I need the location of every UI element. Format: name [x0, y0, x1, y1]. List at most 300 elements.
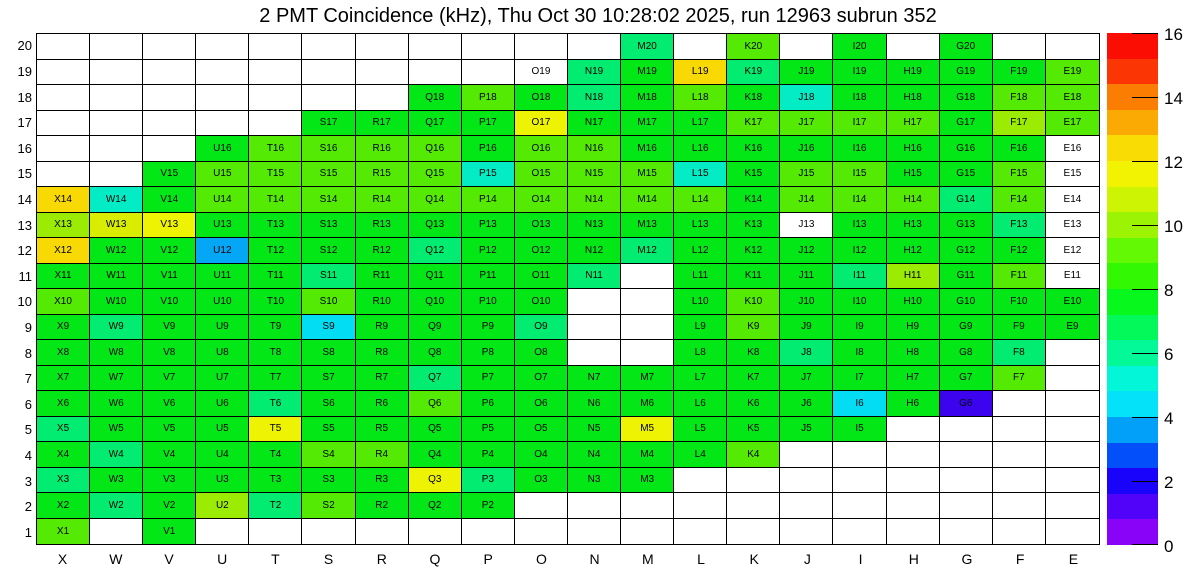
heatmap-cell — [1046, 519, 1099, 545]
heatmap-cell: O18 — [515, 85, 568, 111]
heatmap-cell: F8 — [993, 340, 1046, 366]
heatmap-cell — [196, 34, 249, 60]
heatmap-cell — [1046, 366, 1099, 392]
heatmap-cell — [674, 493, 727, 519]
colorbar-band — [1107, 365, 1158, 391]
heatmap-cell: V11 — [143, 264, 196, 290]
heatmap-cell: K4 — [727, 442, 780, 468]
col-axis-label: U — [217, 551, 228, 567]
colorbar-tick-label: 4 — [1164, 408, 1174, 428]
heatmap-cell — [249, 85, 302, 111]
heatmap-cell: P8 — [462, 340, 515, 366]
heatmap-cell: Q9 — [409, 315, 462, 341]
heatmap-cell: P9 — [462, 315, 515, 341]
colorbar-band — [1107, 391, 1158, 417]
heatmap-cell: K18 — [727, 85, 780, 111]
heatmap-cell: R17 — [356, 111, 409, 137]
heatmap-cell — [143, 34, 196, 60]
heatmap-cell: M7 — [621, 366, 674, 392]
heatmap-cell — [37, 162, 90, 188]
heatmap-cell: M12 — [621, 238, 674, 264]
heatmap-cell: O8 — [515, 340, 568, 366]
heatmap-cell: E14 — [1046, 187, 1099, 213]
heatmap-cell: U5 — [196, 417, 249, 443]
colorbar-band — [1107, 314, 1158, 340]
heatmap-cell: K5 — [727, 417, 780, 443]
heatmap-cell: N5 — [568, 417, 621, 443]
heatmap-cell: L17 — [674, 111, 727, 137]
heatmap-cell: F12 — [993, 238, 1046, 264]
heatmap-cell: I13 — [833, 213, 886, 239]
heatmap-cell: T16 — [249, 136, 302, 162]
heatmap-cell: S13 — [302, 213, 355, 239]
heatmap-cell: F13 — [993, 213, 1046, 239]
heatmap-cell: X2 — [37, 493, 90, 519]
heatmap-cell — [196, 60, 249, 86]
heatmap-cell: G16 — [940, 136, 993, 162]
heatmap-cell: K12 — [727, 238, 780, 264]
heatmap-cell: H7 — [887, 366, 940, 392]
heatmap-cell: Q6 — [409, 391, 462, 417]
heatmap-cell: V8 — [143, 340, 196, 366]
heatmap-cell: W6 — [90, 391, 143, 417]
heatmap-cell: S15 — [302, 162, 355, 188]
heatmap-cell — [356, 519, 409, 545]
heatmap-cell: G19 — [940, 60, 993, 86]
heatmap-cell: P6 — [462, 391, 515, 417]
heatmap-cell — [1046, 493, 1099, 519]
heatmap-cell — [780, 442, 833, 468]
heatmap-cell: V6 — [143, 391, 196, 417]
heatmap-cell: E17 — [1046, 111, 1099, 137]
heatmap-cell: S17 — [302, 111, 355, 137]
heatmap-cell: T4 — [249, 442, 302, 468]
heatmap-cell: I10 — [833, 289, 886, 315]
heatmap-cell: K15 — [727, 162, 780, 188]
row-axis-label: 7 — [24, 371, 32, 387]
heatmap-cell: E12 — [1046, 238, 1099, 264]
heatmap-cell — [674, 468, 727, 494]
heatmap-cell: U15 — [196, 162, 249, 188]
heatmap-cell: J15 — [780, 162, 833, 188]
heatmap-cell: V14 — [143, 187, 196, 213]
heatmap-cell: G20 — [940, 34, 993, 60]
heatmap-cell: T7 — [249, 366, 302, 392]
heatmap-cell: N12 — [568, 238, 621, 264]
heatmap-cell: X8 — [37, 340, 90, 366]
heatmap-cell: U4 — [196, 442, 249, 468]
heatmap-cell: L11 — [674, 264, 727, 290]
heatmap-cell: J11 — [780, 264, 833, 290]
heatmap-cell — [887, 519, 940, 545]
heatmap-cell: Q3 — [409, 468, 462, 494]
heatmap-cell: R14 — [356, 187, 409, 213]
heatmap-cell — [462, 519, 515, 545]
heatmap-cell: U3 — [196, 468, 249, 494]
heatmap-cell: P16 — [462, 136, 515, 162]
heatmap-cell — [143, 85, 196, 111]
heatmap-cell — [249, 34, 302, 60]
heatmap-cell: W13 — [90, 213, 143, 239]
heatmap-cell: R11 — [356, 264, 409, 290]
heatmap-cell: H15 — [887, 162, 940, 188]
heatmap-cell: N18 — [568, 85, 621, 111]
heatmap-cell: I17 — [833, 111, 886, 137]
colorbar-tick — [1132, 417, 1158, 418]
heatmap-cell — [356, 34, 409, 60]
colorbar-band — [1107, 58, 1158, 84]
heatmap-cell: T13 — [249, 213, 302, 239]
heatmap-cell: X14 — [37, 187, 90, 213]
heatmap-cell — [90, 162, 143, 188]
heatmap-cell — [409, 60, 462, 86]
heatmap-cell: E11 — [1046, 264, 1099, 290]
heatmap-cell: N4 — [568, 442, 621, 468]
heatmap-cell: W7 — [90, 366, 143, 392]
heatmap-cell: P7 — [462, 366, 515, 392]
colorbar-tick-label: 12 — [1164, 152, 1183, 172]
heatmap-cell: H11 — [887, 264, 940, 290]
heatmap-cell: M14 — [621, 187, 674, 213]
heatmap-cell: F7 — [993, 366, 1046, 392]
heatmap-cell: H8 — [887, 340, 940, 366]
heatmap-cell: O15 — [515, 162, 568, 188]
heatmap-cell — [780, 34, 833, 60]
heatmap-cell: P11 — [462, 264, 515, 290]
heatmap-cell: P18 — [462, 85, 515, 111]
colorbar-tick-label: 0 — [1164, 536, 1174, 556]
heatmap-cell — [940, 519, 993, 545]
heatmap-cell: L16 — [674, 136, 727, 162]
heatmap-cell: H14 — [887, 187, 940, 213]
colorbar-band — [1107, 33, 1158, 59]
row-axis-label: 17 — [17, 115, 32, 131]
heatmap-cell: G12 — [940, 238, 993, 264]
heatmap-cell: L19 — [674, 60, 727, 86]
heatmap-cell: W11 — [90, 264, 143, 290]
heatmap-cell: X11 — [37, 264, 90, 290]
heatmap-cell — [90, 111, 143, 137]
colorbar-band — [1107, 161, 1158, 187]
heatmap-cell: S3 — [302, 468, 355, 494]
heatmap-cell: E16 — [1046, 136, 1099, 162]
heatmap-cell: I11 — [833, 264, 886, 290]
heatmap-cell — [90, 34, 143, 60]
heatmap-cell: F15 — [993, 162, 1046, 188]
heatmap-cell: O7 — [515, 366, 568, 392]
col-axis-label: F — [1015, 551, 1025, 567]
heatmap-cell: U8 — [196, 340, 249, 366]
heatmap-cell — [993, 493, 1046, 519]
heatmap-cell: X7 — [37, 366, 90, 392]
heatmap-cell — [90, 60, 143, 86]
heatmap-cell: H9 — [887, 315, 940, 341]
heatmap-cell: K17 — [727, 111, 780, 137]
heatmap-cell: U10 — [196, 289, 249, 315]
heatmap-cell: U13 — [196, 213, 249, 239]
heatmap-cell: M5 — [621, 417, 674, 443]
heatmap-cell — [143, 111, 196, 137]
heatmap-cell: V5 — [143, 417, 196, 443]
heatmap-cell: O12 — [515, 238, 568, 264]
colorbar-tick-label: 10 — [1164, 216, 1183, 236]
heatmap-cell: I8 — [833, 340, 886, 366]
heatmap-cell: Q16 — [409, 136, 462, 162]
heatmap-cell: K11 — [727, 264, 780, 290]
heatmap-cell: S7 — [302, 366, 355, 392]
col-axis-label: X — [57, 551, 68, 567]
col-axis-label: T — [271, 551, 280, 567]
heatmap-cell — [993, 417, 1046, 443]
heatmap-cell: U9 — [196, 315, 249, 341]
heatmap-cell: S16 — [302, 136, 355, 162]
heatmap-cell: J19 — [780, 60, 833, 86]
heatmap-cell: J16 — [780, 136, 833, 162]
heatmap-cell — [887, 417, 940, 443]
row-axis-label: 4 — [24, 447, 32, 463]
heatmap-cell: U7 — [196, 366, 249, 392]
heatmap-cell: H19 — [887, 60, 940, 86]
heatmap-cell: T9 — [249, 315, 302, 341]
colorbar-tick-label: 14 — [1164, 88, 1183, 108]
heatmap-cell: G18 — [940, 85, 993, 111]
heatmap-cell: V13 — [143, 213, 196, 239]
heatmap-cell: L12 — [674, 238, 727, 264]
heatmap-cell — [621, 340, 674, 366]
row-axis-label: 3 — [24, 473, 32, 489]
heatmap-cell: T8 — [249, 340, 302, 366]
colorbar-tick — [1132, 225, 1158, 226]
heatmap-cell: V2 — [143, 493, 196, 519]
heatmap-cell: J17 — [780, 111, 833, 137]
heatmap-cell: S5 — [302, 417, 355, 443]
heatmap-cell — [1046, 340, 1099, 366]
heatmap-cell: P10 — [462, 289, 515, 315]
heatmap-cell: G17 — [940, 111, 993, 137]
heatmap-cell: U12 — [196, 238, 249, 264]
heatmap-cell: O14 — [515, 187, 568, 213]
heatmap-cell: W3 — [90, 468, 143, 494]
col-axis-label: S — [323, 551, 334, 567]
heatmap-cell: I16 — [833, 136, 886, 162]
heatmap-cell: U2 — [196, 493, 249, 519]
heatmap-cell — [249, 111, 302, 137]
heatmap-cell: O13 — [515, 213, 568, 239]
colorbar-band — [1107, 493, 1158, 519]
col-axis-label: H — [908, 551, 919, 567]
heatmap-cell: X12 — [37, 238, 90, 264]
heatmap-cell — [196, 85, 249, 111]
heatmap-cell: E19 — [1046, 60, 1099, 86]
colorbar-tick — [1132, 33, 1158, 34]
heatmap-cell: M19 — [621, 60, 674, 86]
colorbar-tick — [1132, 161, 1158, 162]
colorbar — [1107, 33, 1158, 545]
heatmap-cell: K6 — [727, 391, 780, 417]
heatmap-cell: Q18 — [409, 85, 462, 111]
heatmap-cell: J8 — [780, 340, 833, 366]
heatmap-cell: X3 — [37, 468, 90, 494]
colorbar-tick — [1132, 353, 1158, 354]
heatmap-cell: L8 — [674, 340, 727, 366]
heatmap-cell — [37, 34, 90, 60]
heatmap-cell — [90, 136, 143, 162]
heatmap-cell: R10 — [356, 289, 409, 315]
row-axis-label: 12 — [17, 243, 32, 259]
colorbar-band — [1107, 289, 1158, 315]
heatmap-cell — [196, 111, 249, 137]
heatmap-cell — [302, 34, 355, 60]
heatmap-cell — [409, 519, 462, 545]
heatmap-cell: O5 — [515, 417, 568, 443]
heatmap-cell: M16 — [621, 136, 674, 162]
heatmap-cell: X1 — [37, 519, 90, 545]
heatmap-cell — [143, 60, 196, 86]
heatmap-cell: J13 — [780, 213, 833, 239]
col-axis-label: M — [641, 551, 654, 567]
heatmap-cell: L4 — [674, 442, 727, 468]
heatmap-cell — [621, 315, 674, 341]
heatmap-cell: I9 — [833, 315, 886, 341]
heatmap-cell: S2 — [302, 493, 355, 519]
row-axis-label: 18 — [17, 89, 32, 105]
heatmap-cell: Q2 — [409, 493, 462, 519]
heatmap-cell — [833, 468, 886, 494]
heatmap-cell: J6 — [780, 391, 833, 417]
heatmap-cell — [37, 136, 90, 162]
heatmap-cell: H18 — [887, 85, 940, 111]
heatmap-cell: L18 — [674, 85, 727, 111]
heatmap-cell — [833, 493, 886, 519]
heatmap-cell: W10 — [90, 289, 143, 315]
heatmap-cell — [143, 136, 196, 162]
heatmap-cell — [940, 493, 993, 519]
heatmap-cell: S6 — [302, 391, 355, 417]
heatmap-cell — [674, 519, 727, 545]
heatmap-cell: W5 — [90, 417, 143, 443]
heatmap-cell: F18 — [993, 85, 1046, 111]
heatmap-cell: R16 — [356, 136, 409, 162]
row-axis-label: 20 — [17, 38, 32, 54]
heatmap-cell: T11 — [249, 264, 302, 290]
heatmap-cell: N11 — [568, 264, 621, 290]
heatmap-cell: M6 — [621, 391, 674, 417]
heatmap-cell — [1046, 417, 1099, 443]
heatmap-cell — [727, 519, 780, 545]
heatmap-cell: F11 — [993, 264, 1046, 290]
heatmap-cell: S11 — [302, 264, 355, 290]
heatmap-cell: E18 — [1046, 85, 1099, 111]
row-axis-label: 8 — [24, 345, 32, 361]
colorbar-tick-label: 2 — [1164, 472, 1174, 492]
heatmap-cell: E9 — [1046, 315, 1099, 341]
heatmap-cell: R13 — [356, 213, 409, 239]
heatmap-cell — [90, 519, 143, 545]
col-axis-label: I — [858, 551, 863, 567]
col-axis-label: V — [164, 551, 174, 567]
row-axis-label: 10 — [17, 294, 32, 310]
heatmap-cell: G9 — [940, 315, 993, 341]
heatmap-cell — [727, 493, 780, 519]
heatmap-cell — [568, 315, 621, 341]
heatmap-cell — [887, 493, 940, 519]
heatmap-cell: X4 — [37, 442, 90, 468]
col-axis-label: O — [535, 551, 547, 567]
heatmap-cell: K10 — [727, 289, 780, 315]
heatmap-cell: N13 — [568, 213, 621, 239]
heatmap-cell: L5 — [674, 417, 727, 443]
heatmap-cell: K19 — [727, 60, 780, 86]
heatmap-cell: M3 — [621, 468, 674, 494]
heatmap-cell — [993, 442, 1046, 468]
heatmap-cell: I14 — [833, 187, 886, 213]
heatmap-cell: Q5 — [409, 417, 462, 443]
heatmap-cell: P13 — [462, 213, 515, 239]
heatmap-cell: X10 — [37, 289, 90, 315]
col-axis-label: W — [109, 551, 123, 567]
heatmap-grid — [36, 33, 1100, 545]
colorbar-tick-label: 8 — [1164, 280, 1174, 300]
row-axis-label: 14 — [17, 191, 32, 207]
heatmap-cell — [621, 264, 674, 290]
col-axis-label: E — [1068, 551, 1079, 567]
heatmap-cell — [356, 85, 409, 111]
heatmap-cell: G11 — [940, 264, 993, 290]
heatmap-cell: X13 — [37, 213, 90, 239]
heatmap-cell — [1046, 468, 1099, 494]
col-axis-label: L — [697, 551, 705, 567]
heatmap-cell: S14 — [302, 187, 355, 213]
colorbar-band — [1107, 186, 1158, 212]
colorbar-band — [1107, 263, 1158, 289]
heatmap-cell — [90, 85, 143, 111]
heatmap-cell: O16 — [515, 136, 568, 162]
plot-title: 2 PMT Coincidence (kHz), Thu Oct 30 10:28:02 2025, run 12963 subrun 352 — [259, 5, 937, 27]
heatmap-cell: S9 — [302, 315, 355, 341]
heatmap-cell: O11 — [515, 264, 568, 290]
heatmap-cell — [1046, 391, 1099, 417]
heatmap-cell: S4 — [302, 442, 355, 468]
heatmap-cell: W8 — [90, 340, 143, 366]
heatmap-cell: G15 — [940, 162, 993, 188]
heatmap-cell: J7 — [780, 366, 833, 392]
heatmap-cell: T10 — [249, 289, 302, 315]
heatmap-cell — [568, 493, 621, 519]
heatmap-cell — [674, 34, 727, 60]
heatmap-cell: K7 — [727, 366, 780, 392]
heatmap-cell — [409, 34, 462, 60]
heatmap-cell: E13 — [1046, 213, 1099, 239]
heatmap-cell — [940, 468, 993, 494]
heatmap-cell — [833, 519, 886, 545]
heatmap-cell: P17 — [462, 111, 515, 137]
heatmap-cell: O17 — [515, 111, 568, 137]
heatmap-cell: P3 — [462, 468, 515, 494]
heatmap-cell — [887, 34, 940, 60]
colorbar-tick — [1132, 481, 1158, 482]
row-axis-label: 13 — [17, 217, 32, 233]
heatmap-cell: N16 — [568, 136, 621, 162]
heatmap-cell: J9 — [780, 315, 833, 341]
colorbar-tick — [1132, 544, 1158, 545]
heatmap-cell: O4 — [515, 442, 568, 468]
heatmap-cell: I7 — [833, 366, 886, 392]
colorbar-band — [1107, 109, 1158, 135]
heatmap-cell — [302, 85, 355, 111]
heatmap-cell — [515, 519, 568, 545]
heatmap-cell — [249, 60, 302, 86]
colorbar-band — [1107, 237, 1158, 263]
